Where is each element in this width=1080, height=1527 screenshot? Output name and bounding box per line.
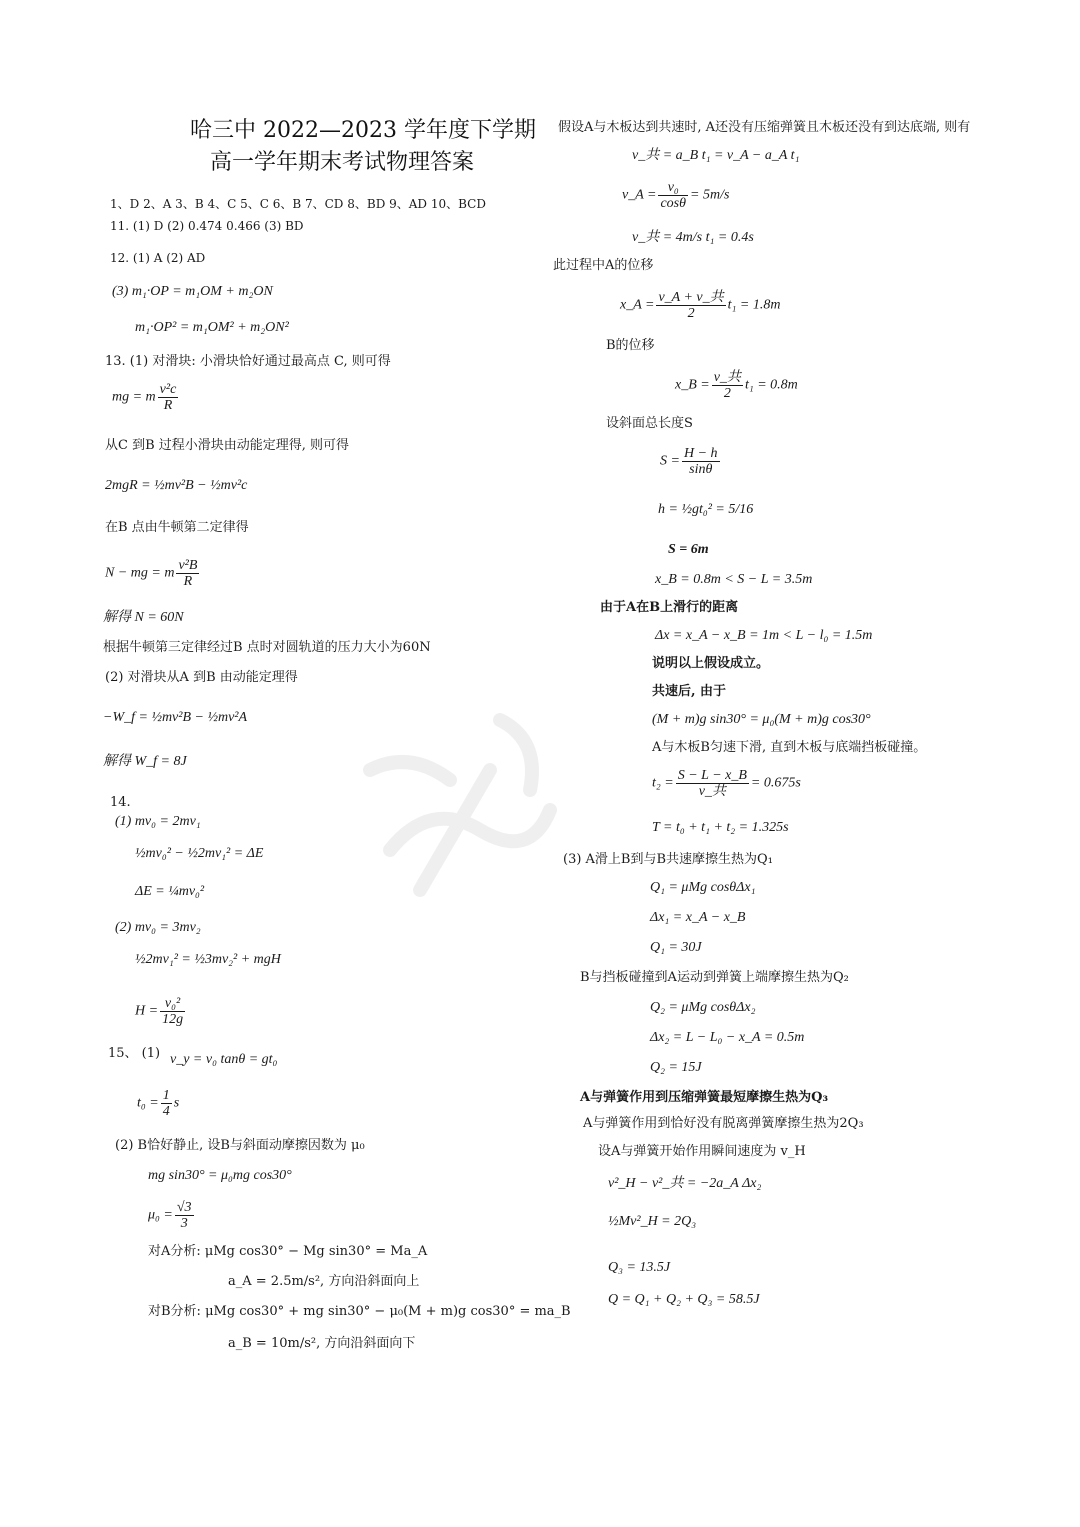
r-text-2q3: A与弹簧作用到恰好没有脱离弹簧摩擦生热为2Q₃ <box>583 1116 864 1131</box>
fraction-numerator: v²c <box>159 382 177 397</box>
r-eq-xb-compare: x_B = 0.8m < S − L = 3.5m <box>655 572 813 587</box>
q15-2-eq1: mg sin30° = μ₀mg cos30° <box>148 1168 292 1183</box>
q15-2-eq2 <box>148 1200 196 1231</box>
r-eq-va-lhs: v_A = <box>622 187 657 203</box>
fraction-denominator: cosθ <box>660 196 687 211</box>
fraction-numerator: 1 <box>162 1088 170 1103</box>
q15-2-analysis-a: 对A分析: μMg cos30° − Mg sin30° = Ma_A <box>148 1244 428 1259</box>
fraction-numerator: S − L − x_B <box>677 768 747 783</box>
fraction-numerator: v²B <box>178 558 198 573</box>
q13-text-4: 根据牛顿第三定律经过B 点时对圆轨道的压力大小为60N <box>103 640 431 655</box>
r-eq-q-total: Q = Q₁ + Q₂ + Q₃ = 58.5J <box>608 1292 760 1307</box>
q13-eq-mg <box>112 382 180 413</box>
r-eq-q3-value: Q₃ = 13.5J <box>608 1260 671 1275</box>
q14-2-eq3-lhs: H = <box>135 1003 159 1019</box>
fraction-denominator: 3 <box>180 1216 188 1231</box>
answer-11: 11. (1) D (2) 0.474 0.466 (3) BD <box>110 219 304 233</box>
r-text-slide: 由于A在B上滑行的距离 <box>600 600 739 615</box>
q15-1-eq2-unit: s <box>173 1095 180 1111</box>
q13-text-3: 在B 点由牛顿第二定律得 <box>105 520 249 535</box>
r-text-slope: 设斜面总长度S <box>606 416 693 431</box>
fraction-numerator: v₀ <box>658 180 688 196</box>
r-text-vh: 设A与弹簧开始作用瞬间速度为 v_H <box>598 1144 806 1159</box>
r-text-q1: (3) A滑上B到与B共速摩擦生热为Q₁ <box>563 852 773 867</box>
q13-result-wf: 解得 W_f = 8J <box>103 754 187 769</box>
r-text-disp-b: B的位移 <box>606 338 655 353</box>
r-text-confirm: 说明以上假设成立。 <box>652 656 770 671</box>
fraction <box>656 290 725 321</box>
r-eq-t2-lhs: t₂ = <box>652 775 674 791</box>
choice-answers: 1、D 2、A 3、B 4、C 5、C 6、B 7、CD 8、BD 9、AD 10、BCD <box>110 197 486 211</box>
r-eq-kinematics: v²_H − v²_共 = −2a_A Δx₂ <box>608 1176 762 1191</box>
r-eq-s-value: S = 6m <box>668 542 709 557</box>
exam-title-line2: 高一学年期末考试物理答案 <box>210 150 475 175</box>
r-eq-s <box>660 446 722 477</box>
r-text-disp-a: 此过程中A的位移 <box>553 258 654 273</box>
q13-eq-newton <box>105 558 201 589</box>
r-assumption: 假设A与木板达到共速时, A还没有压缩弹簧且木板还没有到达底端, 则有 <box>558 120 971 135</box>
q14-2-eq1: (2) mv₀ = 3mv₂ <box>115 920 201 935</box>
r-eq-xa-rhs: t₁ = 1.8m <box>727 297 781 313</box>
fraction <box>682 446 720 477</box>
answer-12-3-eq1: (3) m₁·OP = m₁OM + m₂ON <box>112 284 273 299</box>
r-eq-dx: Δx = x_A − x_B = 1m < L − l₀ = 1.5m <box>655 628 873 643</box>
fraction-numerator: H − h <box>683 446 718 461</box>
fraction-numerator: v_共 <box>713 370 741 385</box>
r-eq-t2 <box>652 768 801 799</box>
r-eq-xb-lhs: x_B = <box>675 377 710 393</box>
fraction <box>712 370 743 401</box>
fraction <box>176 558 199 589</box>
r-eq-s-lhs: S = <box>660 453 680 469</box>
q14-label: 14. <box>110 795 131 810</box>
r-eq-total-time: T = t₀ + t₁ + t₂ = 1.325s <box>652 820 789 835</box>
q13-eq-energy: 2mgR = ½mv²B − ½mv²c <box>105 478 248 493</box>
q13-eq-work: −W_f = ½mv²B − ½mv²A <box>103 710 248 725</box>
fraction-denominator: 12g <box>162 1012 184 1027</box>
r-eq-vcommon: v_共 = a_B t₁ = v_A − a_A t₁ <box>632 148 800 163</box>
r-eq-va <box>622 180 729 211</box>
r-eq-xa <box>620 290 780 321</box>
q15-2-result-b: a_B = 10m/s², 方向沿斜面向下 <box>228 1336 416 1351</box>
fraction-numerator: v₀² <box>160 996 185 1012</box>
fraction-denominator: R <box>163 398 173 413</box>
r-eq-xa-lhs: x_A = <box>620 297 655 313</box>
r-eq-q2-value: Q₂ = 15J <box>650 1060 702 1075</box>
fraction-denominator: 2 <box>723 386 731 401</box>
r-eq-t2-rhs: = 0.675s <box>750 775 801 791</box>
fraction-numerator: √3 <box>176 1200 192 1215</box>
q15-2-text: (2) B恰好静止, 设B与斜面动摩擦因数为 μ₀ <box>115 1138 365 1153</box>
q15-2-result-a: a_A = 2.5m/s², 方向沿斜面向上 <box>228 1274 420 1289</box>
fraction <box>161 1088 172 1119</box>
answer-12: 12. (1) A (2) AD <box>110 251 206 265</box>
fraction <box>160 996 185 1027</box>
r-eq-h: h = ½gt₀² = 5/16 <box>658 502 754 517</box>
q14-2-eq2: ½2mv₁² = ½3mv₂² + mgH <box>135 952 281 967</box>
r-eq-energy: ½Mv²_H = 2Q₃ <box>608 1214 697 1229</box>
fraction-denominator: 2 <box>687 306 695 321</box>
fraction <box>658 180 688 211</box>
q13-result-n: 解得 N = 60N <box>103 610 184 625</box>
q14-2-eq3 <box>135 996 187 1027</box>
q13-eq-newton-lhs: N − mg = m <box>105 565 175 581</box>
q15-label: 15、 (1) <box>108 1046 161 1061</box>
r-text-q3: A与弹簧作用到压缩弹簧最短摩擦生热为Q₃ <box>580 1090 829 1105</box>
r-eq-q1-value: Q₁ = 30J <box>650 940 702 955</box>
watermark-stamp <box>330 650 610 950</box>
q15-2-analysis-b: 对B分析: μMg cos30° + mg sin30° − μ₀(M + m)g cos30° = ma_B <box>148 1304 571 1319</box>
fraction-denominator: R <box>183 574 193 589</box>
r-eq-xb <box>675 370 798 401</box>
fraction-denominator: sinθ <box>689 462 713 477</box>
q14-1-eq3: ΔE = ¼mv₀² <box>135 884 205 899</box>
r-text-q2: B与挡板碰撞到A运动到弹簧上端摩擦生热为Q₂ <box>580 970 849 985</box>
r-eq-xb-rhs: t₁ = 0.8m <box>744 377 798 393</box>
r-eq-balance: (M + m)g sin30° = μ₀(M + m)g cos30° <box>652 712 871 727</box>
r-eq-q2: Q₂ = μMg cosθΔx₂ <box>650 1000 756 1015</box>
q13-text-2: 从C 到B 过程小滑块由动能定理得, 则可得 <box>105 438 350 453</box>
fraction-numerator: v_A + v_共 <box>658 290 724 305</box>
r-text-after: 共速后, 由于 <box>652 684 727 699</box>
r-eq-dx1: Δx₁ = x_A − x_B <box>650 910 746 925</box>
q15-1-eq2-lhs: t₀ = <box>137 1095 159 1111</box>
r-eq-va-rhs: = 5m/s <box>690 187 730 203</box>
fraction <box>676 768 749 799</box>
fraction-denominator: 4 <box>162 1104 170 1119</box>
q13-intro: 13. (1) 对滑块: 小滑块恰好通过最高点 C, 则可得 <box>105 354 391 369</box>
q15-1-eq2 <box>137 1088 179 1119</box>
fraction-denominator: v_共 <box>698 784 726 799</box>
q15-2-eq2-lhs: μ₀ = <box>148 1207 173 1223</box>
q13-text-5: (2) 对滑块从A 到B 由动能定理得 <box>105 670 298 685</box>
q13-eq-mg-lhs: mg = m <box>112 389 156 405</box>
q15-1-eq1: v_y = v₀ tanθ = gt₀ <box>170 1052 278 1067</box>
fraction <box>175 1200 194 1231</box>
q14-1-eq2: ½mv₀² − ½2mv₁² = ΔE <box>135 846 264 861</box>
r-eq-dx2: Δx₂ = L − L₀ − x_A = 0.5m <box>650 1030 805 1045</box>
exam-title-line1: 哈三中 2022—2023 学年度下学期 <box>190 118 536 143</box>
q14-1-eq1: (1) mv₀ = 2mv₁ <box>115 814 201 829</box>
r-text-uniform: A与木板B匀速下滑, 直到木板与底端挡板碰撞。 <box>652 740 927 755</box>
r-eq-values: v_共 = 4m/s t₁ = 0.4s <box>632 230 754 245</box>
r-eq-q1: Q₁ = μMg cosθΔx₁ <box>650 880 756 895</box>
fraction <box>158 382 179 413</box>
answer-12-3-eq2: m₁·OP² = m₁OM² + m₂ON² <box>135 320 289 335</box>
